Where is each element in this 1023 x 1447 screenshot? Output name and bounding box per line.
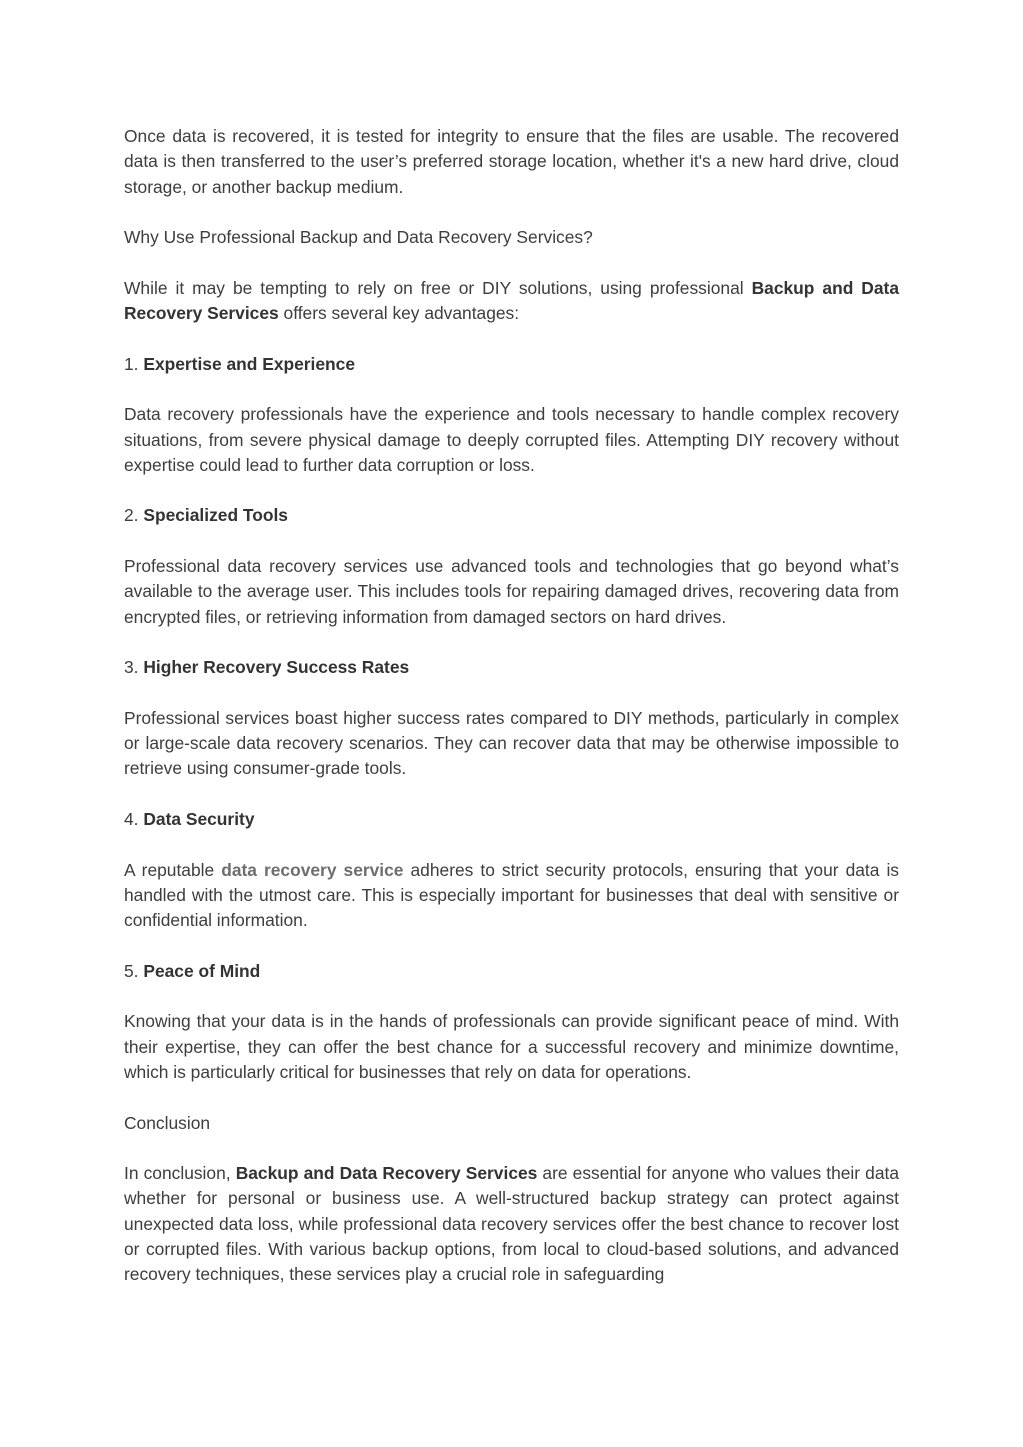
item-title: Expertise and Experience bbox=[143, 353, 356, 374]
item-number: 3. bbox=[124, 657, 144, 678]
conclusion-text: In conclusion, bbox=[124, 1163, 236, 1184]
conclusion-heading: Conclusion bbox=[124, 1112, 211, 1133]
item-heading-5 bbox=[124, 959, 899, 984]
item-heading-4 bbox=[124, 807, 899, 832]
section-heading-why-professional: Why Use Professional Backup and Data Recovery Services? bbox=[124, 227, 593, 248]
intro-text-end: offers several key advantages: bbox=[278, 303, 520, 324]
item-body-3: Professional services boast higher success rates compared to DIY methods, particularly in complex or large-scale data recovery scenarios. They can recover data that may be otherwise impossible to retrieve using consumer-grade tools. bbox=[124, 707, 899, 779]
item-body-text-end: adheres to strict security protocols, ensuring that your data is handled with the utmost care. This is especially important for businesses that deal with sensitive or confidential information. bbox=[124, 859, 899, 931]
item-number: 4. bbox=[124, 809, 144, 830]
paragraph-conclusion bbox=[124, 1161, 899, 1287]
item-body-4 bbox=[124, 858, 899, 934]
item-heading-1 bbox=[124, 352, 899, 377]
document-page bbox=[124, 124, 899, 1313]
item-body-2: Professional data recovery services use advanced tools and technologies that go beyond what’s available to the average user. This includes tools for repairing damaged drives, recovering data from encrypted files, or retrieving information from damaged sectors on hard drives. bbox=[124, 556, 899, 627]
item-body-1: Data recovery professionals have the experience and tools necessary to handle complex recovery situations, from severe physical damage to deeply corrupted files. Attempting DIY recovery without expertise could lead to further data corruption or loss. bbox=[124, 404, 899, 475]
paragraph-intro-advantages bbox=[124, 276, 899, 327]
paragraph-recovery-testing: Once data is recovered, it is tested for integrity to ensure that the files are usable. The recovered data is then transferred to the user’s preferred storage location, whether it's a new hard drive, cloud storage, or another backup medium. bbox=[124, 126, 899, 197]
conclusion-text-end: are essential for anyone who values their data whether for personal or business use. A well-structured backup strategy can protect against unexpected data loss, while professional data recovery services offer the best chance to recover lost or corrupted files. With various backup options, from local to cloud-based solutions, and advanced recovery techniques, these services play a crucial role in safeguarding bbox=[124, 1163, 900, 1285]
item-heading-2 bbox=[124, 503, 899, 528]
item-number: 2. bbox=[124, 505, 144, 526]
intro-text: While it may be tempting to rely on free or DIY solutions, using professional bbox=[124, 277, 752, 298]
item-title: Higher Recovery Success Rates bbox=[143, 657, 410, 678]
item-number: 1. bbox=[124, 353, 144, 374]
item-body-text: A reputable bbox=[124, 859, 222, 880]
item-title: Peace of Mind bbox=[143, 960, 261, 981]
item-title: Data Security bbox=[143, 809, 255, 830]
data-recovery-service-link[interactable]: data recovery service bbox=[221, 859, 404, 880]
item-body-5: Knowing that your data is in the hands of professionals can provide significant peace of mind. With their expertise, they can offer the best chance for a successful recovery and minimize downtime, which is particularly critical for businesses that rely on data for operations. bbox=[124, 1011, 899, 1082]
item-number: 5. bbox=[124, 960, 144, 981]
intro-bold-service-name: Backup and Data Recovery Services bbox=[124, 277, 899, 324]
conclusion-bold-service-name: Backup and Data Recovery Services bbox=[235, 1163, 538, 1184]
item-heading-3 bbox=[124, 655, 899, 680]
item-title: Specialized Tools bbox=[143, 505, 288, 526]
